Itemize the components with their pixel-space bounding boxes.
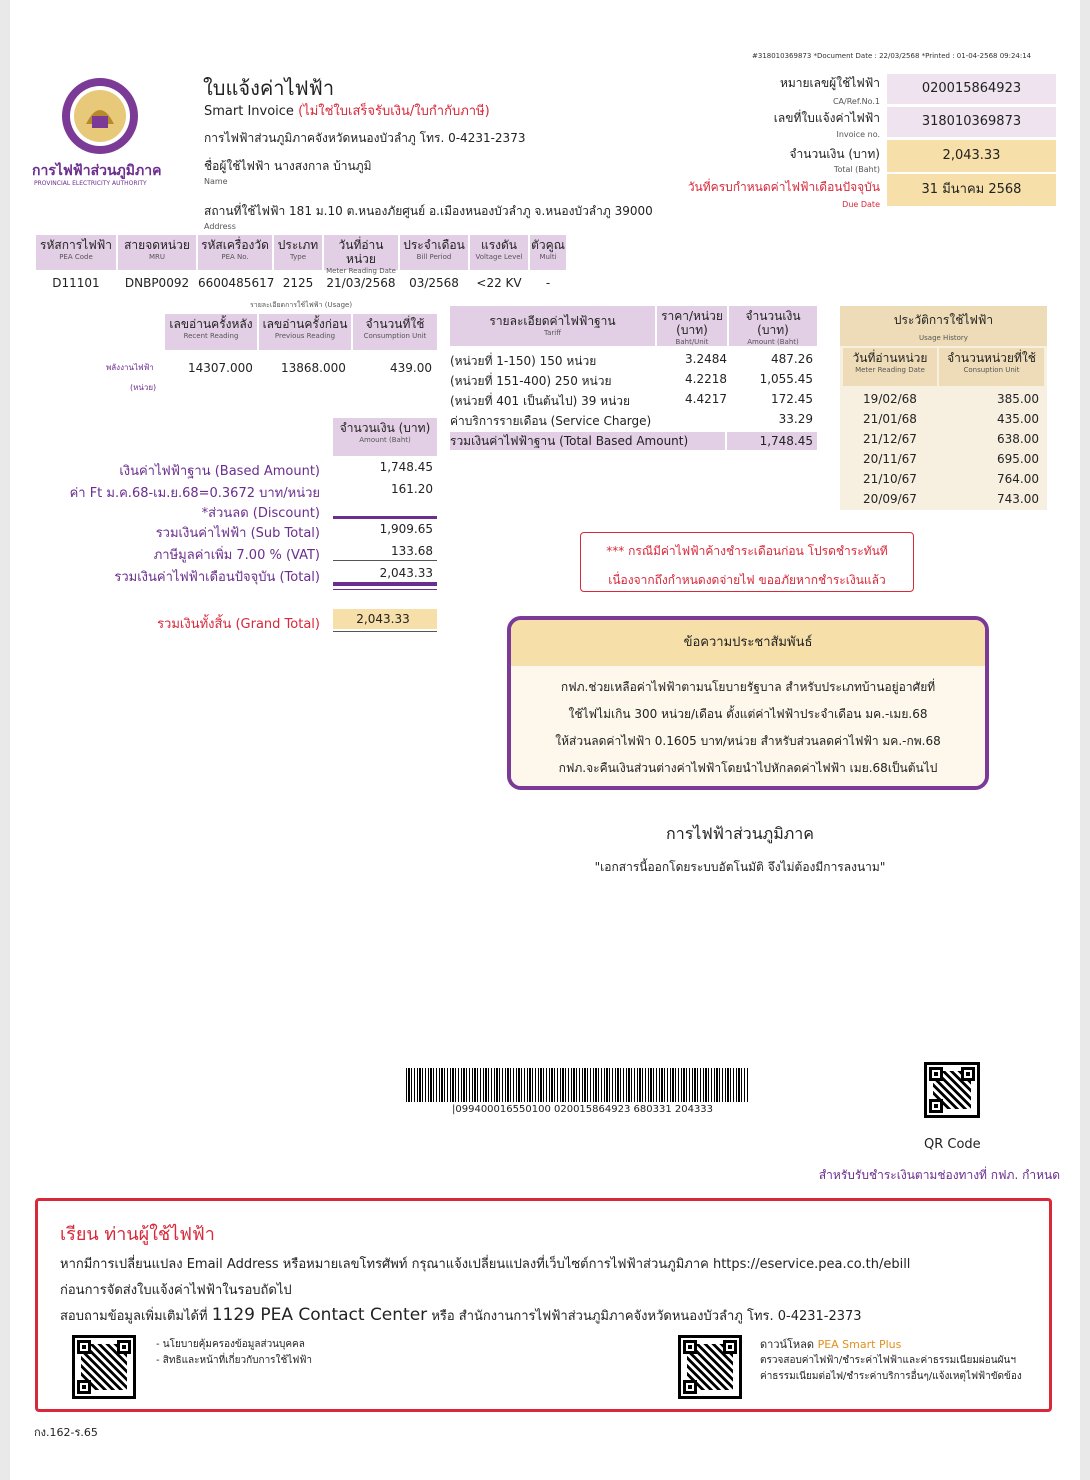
total-value: 2,043.33 [379,566,433,580]
office-line: การไฟฟ้าส่วนภูมิภาคจังหวัดหนองบัวลำภู โทร. 0-4231-2373 [204,131,526,145]
history-row-date: 20/11/67 [863,452,917,466]
vat-label: ภาษีมูลค่าเพิ่ม 7.00 % (VAT) [153,548,320,563]
info-value-cell: - [545,276,551,290]
history-row-date: 21/10/67 [863,472,917,486]
discount-line [333,516,437,519]
pr-line: กฟภ.จะคืนเงินส่วนต่างค่าไฟฟ้าโดยนำไปหักลดค่าไฟฟ้า เมย.68เป็นต้นไป [558,761,938,775]
history-row-unit: 435.00 [997,412,1039,426]
tariff-row-amount: 487.26 [771,352,813,366]
customer-label-en: Name [204,177,228,186]
usage-row-unit: (หน่วย) [130,383,157,392]
barcode [406,1068,748,1102]
summary-ca-value: 020015864923 [887,74,1056,104]
tariff-row-desc: ค่าบริการรายเดือน (Service Charge) [450,414,652,428]
tariff-total-label: รวมเงินค่าไฟฟ้าฐาน (Total Based Amount) [450,432,725,450]
info-value-cell: 2125 [282,276,314,290]
tariff-header-amount: จำนวนเงิน (บาท) Amount (Baht) [729,306,817,346]
total-label: รวมเงินค่าไฟฟ้าเดือนปัจจุบัน (Total) [114,570,320,585]
history-rows [843,392,1044,510]
address-label: สถานที่ใช้ไฟฟ้า [204,204,286,218]
address-label-en: Address [204,222,236,231]
pea-logo [60,76,140,156]
notice-title: เรียน ท่านผู้ใช้ไฟฟ้า [60,1224,215,1245]
app-qr-icon [678,1335,742,1399]
discount-label: *ส่วนลด (Discount) [201,506,320,521]
info-header-cell: สายจดหน่วย MRU [118,235,196,270]
ft-value: 161.20 [391,482,433,496]
history-row-date: 20/09/67 [863,492,917,506]
barcode-text: |099400016550100 020015864923 680331 204333 [452,1104,714,1115]
usage-recent-value: 14307.000 [188,361,253,375]
usage-previous-value: 13868.000 [281,361,346,375]
payment-note: สำหรับรับชำระเงินตามช่องทางที่ กฟภ. กำหนด [818,1168,1060,1182]
info-header-cell: รหัสการไฟฟ้า PEA Code [36,235,116,270]
qr-label: QR Code [924,1137,981,1152]
app-name: PEA Smart Plus [817,1338,902,1351]
history-row-unit: 638.00 [997,432,1039,446]
history-header-date: วันที่อ่านหน่วย Meter Reading Date [843,348,937,386]
history-row-date: 19/02/68 [863,392,917,406]
grand-total-line [333,631,437,632]
info-header-cell: ประเภท Type [274,235,322,270]
pr-title: ข้อความประชาสัมพันธ์ [511,620,985,666]
notice-box [35,1198,1052,1412]
app-line-2: ตรวจสอบค่าไฟฟ้า/ชำระค่าไฟฟ้าและค่าธรรมเนียมผ่อนผันฯ [760,1355,1016,1366]
vat-line [333,560,437,561]
logo-text-th: การไฟฟ้าส่วนภูมิภาค [32,163,162,179]
summary-total-label: จำนวนเงิน (บาท) [789,147,880,161]
overdue-warning [580,532,914,592]
history-title: ประวัติการใช้ไฟฟ้า [893,313,994,327]
pr-line: ใช้ไฟไม่เกิน 300 หน่วย/เดือน ตั้งแต่ค่าไฟฟ้าประจำเดือน มค.-เมย.68 [568,707,928,721]
address-line [204,202,653,221]
summary-total-value: 2,043.33 [887,140,1056,172]
info-value-cell: D11101 [52,276,100,290]
tariff-row-rate: 4.2218 [685,372,727,386]
customer-line [204,157,372,176]
usage-consumption-value: 439.00 [390,361,432,375]
usage-header-previous: เลขอ่านครั้งก่อน Previous Reading [259,314,351,350]
privacy-item-2: - สิทธิและหน้าที่เกี่ยวกับการใช้ไฟฟ้า [156,1355,313,1366]
info-value-cell: <22 KV [476,276,522,290]
summary-ca-label: หมายเลขผู้ใช้ไฟฟ้า [779,76,880,90]
history-title-en: Usage History [919,334,968,342]
customer-label: ชื่อผู้ใช้ไฟฟ้า [204,159,271,173]
subtitle-en: Smart Invoice [204,104,294,119]
warning-line-1: *** กรณีมีค่าไฟฟ้าค้างชำระเดือนก่อน โปรดชำระทันที [606,544,888,558]
amount-header: จำนวนเงิน (บาท) Amount (Baht) [333,418,437,456]
page-title: ใบแจ้งค่าไฟฟ้า [203,76,335,100]
summary-due-label: วันที่ครบกำหนดค่าไฟฟ้าเดือนปัจจุบัน [687,180,880,194]
history-row-unit: 764.00 [997,472,1039,486]
grand-total-value: 2,043.33 [333,609,437,629]
info-header-row [36,235,601,275]
privacy-item-1: - นโยบายคุ้มครองข้อมูลส่วนบุคคล [156,1339,305,1350]
notice-line-2: ก่อนการจัดส่งใบแจ้งค่าไฟฟ้าในรอบถัดไป [60,1283,292,1298]
tariff-row-rate: 4.4217 [685,392,727,406]
info-header-cell: ประจำเดือน Bill Period [400,235,468,270]
subtotal-label: รวมเงินค่าไฟฟ้า (Sub Total) [155,526,320,541]
tariff-total-amount: 1,748.45 [727,432,817,450]
subtitle-note: (ไม่ใช่ใบเสร็จรับเงิน/ใบกำกับภาษี) [298,104,490,119]
pr-box [507,616,989,790]
history-row-date: 21/01/68 [863,412,917,426]
total-line [333,582,437,586]
info-header-cell: วันที่อ่านหน่วย Meter Reading Date [324,235,398,270]
app-download-line: ดาวน์โหลด PEA Smart Plus [760,1338,902,1351]
summary-invoice-label: เลขที่ใบแจ้งค่าไฟฟ้า [773,111,880,125]
pr-line: กฟภ.ช่วยเหลือค่าไฟฟ้าตามนโยบายรัฐบาล สำหรับประเภทบ้านอยู่อาศัยที่ [560,680,936,694]
contact-center: 1129 PEA Contact Center [211,1305,428,1325]
tariff-row-amount: 172.45 [771,392,813,406]
summary-invoice-value: 318010369873 [887,107,1056,137]
info-header-cell: ตัวคูณ Multi [530,235,566,270]
invoice-page [10,0,1080,1480]
notice-line-3: สอบถามข้อมูลเพิ่มเติมได้ที่ 1129 PEA Contact Center หรือ สำนักงานการไฟฟ้าส่วนภูมิภาคจังหวัดหนองบัวลำภู โทร. 0-4231-2373 [60,1305,862,1325]
form-code: กง.162-ร.65 [34,1426,98,1439]
info-value-cell: 21/03/2568 [326,276,396,290]
summary-ca-label-en: CA/Ref.No.1 [832,97,880,106]
history-header-unit: จำนวนหน่วยที่ใช้ Consuption Unit [939,348,1044,386]
address-value: 181 ม.10 ต.หนองภัยศูนย์ อ.เมืองหนองบัวลำภู จ.หนองบัวลำภู 39000 [289,204,653,218]
tariff-row-amount: 33.29 [778,412,813,426]
history-row-date: 21/12/67 [863,432,917,446]
pr-lines [511,666,985,786]
history-row-unit: 743.00 [997,492,1039,506]
history-row-unit: 695.00 [997,452,1039,466]
info-value-cell: DNBP0092 [124,276,190,290]
vat-value: 133.68 [391,544,433,558]
subtitle [204,100,490,121]
tariff-row-desc: (หน่วยที่ 1-150) 150 หน่วย [450,354,597,368]
usage-header-recent: เลขอ่านครั้งหลัง Recent Reading [165,314,257,350]
summary-due-label-en: Due Date [842,200,880,209]
document-meta: #318010369873 *Document Date : 22/03/2568 *Printed : 01-04-2568 09:24:14 [752,52,1032,60]
history-title-box [840,306,1047,346]
usage-row-label: พลังงานไฟฟ้า [106,363,154,372]
tariff-header-desc: รายละเอียดค่าไฟฟ้าฐาน Tariff [450,306,655,346]
info-value-row [36,276,601,294]
summary-due-value: 31 มีนาคม 2568 [887,174,1056,206]
subtotal-value: 1,909.65 [379,522,433,536]
info-value-cell: 03/2568 [409,276,459,290]
pr-line: ให้ส่วนลดค่าไฟฟ้า 0.1605 บาท/หน่วย สำหรับส่วนลดค่าไฟฟ้า มค.-กพ.68 [555,734,941,748]
warning-line-2: เนื่องจากถึงกำหนดงดจ่ายไฟ ขออภัยหากชำระเงินแล้ว [608,573,886,587]
footer-org: การไฟฟ้าส่วนภูมิภาค [666,824,814,843]
history-row-unit: 385.00 [997,392,1039,406]
footer-note: "เอกสารนี้ออกโดยระบบอัตโนมัติ จึงไม่ต้องมีการลงนาม" [594,860,886,874]
usage-caption: รายละเอียดการใช้ไฟฟ้า (Usage) [250,301,353,309]
info-header-cell: รหัสเครื่องวัด PEA No. [198,235,272,270]
logo-text-en: PROVINCIAL ELECTRICITY AUTHORITY [34,180,147,187]
privacy-qr-icon [72,1335,136,1399]
base-amount-label: เงินค่าไฟฟ้าฐาน (Based Amount) [119,464,320,479]
ft-label: ค่า Ft ม.ค.68-เม.ย.68=0.3672 บาท/หน่วย [69,486,320,501]
app-line-3: ค่าธรรมเนียมต่อไฟ/ชำระค่าบริการอื่นๆ/แจ้งเหตุไฟฟ้าขัดข้อง [760,1371,1022,1382]
tariff-row-rate: 3.2484 [685,352,727,366]
grand-total-label: รวมเงินทั้งสิ้น (Grand Total) [157,617,320,632]
tariff-header-rate: ราคา/หน่วย (บาท) Baht/Unit [657,306,727,346]
usage-header-consumption: จำนวนที่ใช้ Consumption Unit [353,314,437,350]
tariff-row-desc: (หน่วยที่ 151-400) 250 หน่วย [450,374,612,388]
info-header-cell: แรงดัน Voltage Level [470,235,528,270]
summary-invoice-label-en: Invoice no. [836,130,880,139]
tariff-row-desc: (หน่วยที่ 401 เป็นต้นไป) 39 หน่วย [450,394,631,408]
pea-seal-icon [60,76,140,156]
base-amount-value: 1,748.45 [379,460,433,474]
info-value-cell: 6600485617 [198,276,275,290]
total-line-2 [333,589,437,590]
notice-line-1: หากมีการเปลี่ยนแปลง Email Address หรือหมายเลขโทรศัพท์ กรุณาแจ้งเปลี่ยนแปลงที่เว็บไซต์การไฟฟ้าส่วนภูมิภาค https://eservice.pea.co.th/ebill [60,1257,911,1272]
tariff-row-amount: 1,055.45 [759,372,813,386]
summary-total-label-en: Total (Baht) [833,165,880,174]
tariff-rows [450,352,820,432]
customer-name: นางสงกาล บ้านภูมิ [273,159,372,173]
payment-qr-icon [924,1062,980,1118]
